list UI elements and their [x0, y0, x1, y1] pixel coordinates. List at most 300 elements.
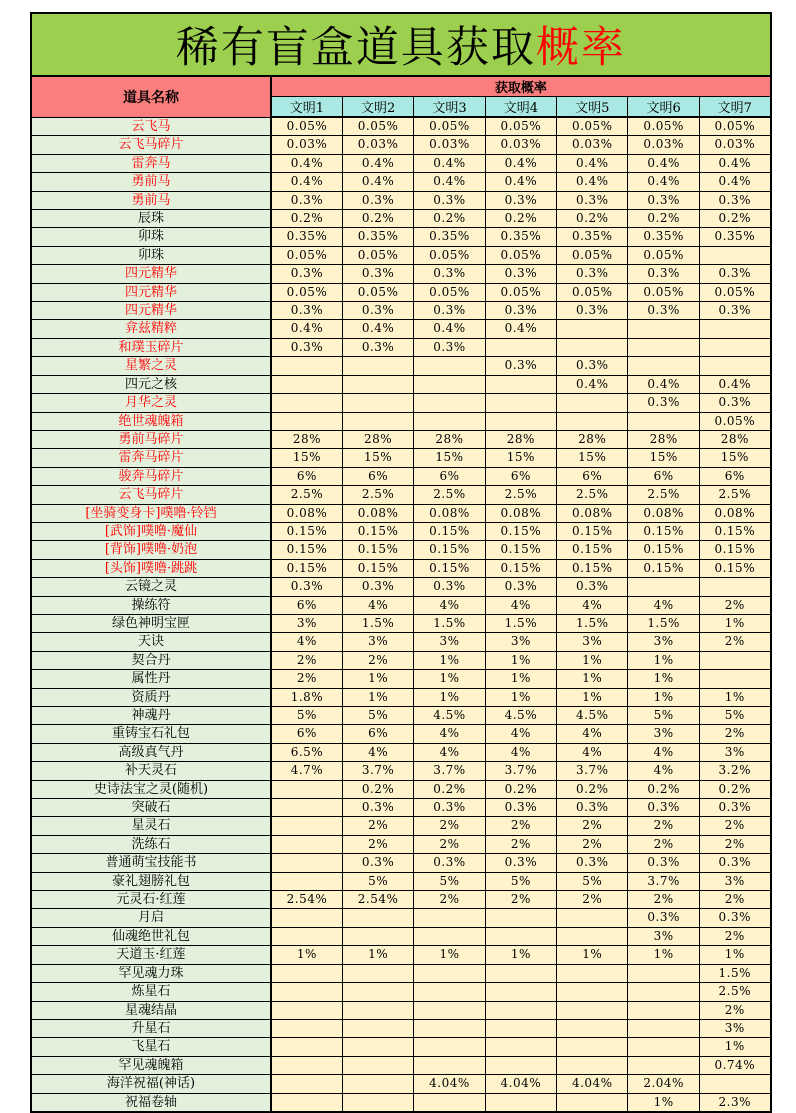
probability-cell: 2% — [557, 817, 628, 835]
probability-cell: 0.03% — [699, 136, 770, 154]
probability-cell: 0.05% — [699, 283, 770, 301]
probability-cell: 6% — [414, 467, 485, 485]
probability-cell: 4% — [414, 743, 485, 761]
probability-cell: 0.3% — [628, 302, 699, 320]
page-title-highlight: 概率 — [535, 23, 626, 73]
probability-cell: 3% — [628, 927, 699, 945]
probability-cell: 0.4% — [414, 320, 485, 338]
probability-cell: 3% — [271, 614, 342, 632]
probability-cell: 0.3% — [699, 394, 770, 412]
item-name-cell: 勇前马碎片 — [31, 430, 271, 448]
probability-cell: 0.74% — [699, 1056, 770, 1074]
probability-cell: 0.15% — [485, 559, 556, 577]
probability-cell — [271, 854, 342, 872]
probability-cell: 0.3% — [485, 265, 556, 283]
probability-cell: 2% — [485, 835, 556, 853]
probability-cell: 4.04% — [414, 1075, 485, 1093]
civ-column-header: 文明1 — [271, 97, 342, 118]
item-name-cell: 绿色神明宝匣 — [31, 614, 271, 632]
probability-cell: 0.2% — [628, 210, 699, 228]
probability-cell: 6% — [485, 467, 556, 485]
probability-cell — [414, 909, 485, 927]
item-name-cell: 罕见魂力珠 — [31, 964, 271, 982]
probability-cell: 3% — [342, 633, 413, 651]
probability-cell — [414, 983, 485, 1001]
probability-cell: 1% — [271, 946, 342, 964]
probability-cell: 1% — [628, 651, 699, 669]
probability-cell — [628, 320, 699, 338]
table-row — [31, 983, 771, 1001]
probability-cell: 1% — [414, 946, 485, 964]
probability-cell: 15% — [271, 449, 342, 467]
table-row — [31, 651, 771, 669]
probability-cell: 4% — [342, 743, 413, 761]
probability-cell: 0.3% — [271, 265, 342, 283]
item-name-cell: 四元精华 — [31, 265, 271, 283]
probability-cell: 2.3% — [699, 1093, 770, 1112]
probability-cell: 0.4% — [414, 173, 485, 191]
probability-cell: 1% — [342, 946, 413, 964]
probability-cell — [342, 964, 413, 982]
probability-cell: 0.3% — [485, 302, 556, 320]
table-row — [31, 228, 771, 246]
probability-cell: 2.5% — [271, 486, 342, 504]
probability-cell — [557, 1038, 628, 1056]
probability-cell — [557, 1019, 628, 1037]
table-row — [31, 670, 771, 688]
probability-cell — [485, 1038, 556, 1056]
probability-cell: 0.2% — [485, 780, 556, 798]
probability-cell: 0.05% — [485, 283, 556, 301]
probability-cell: 0.4% — [271, 154, 342, 172]
probability-cell: 0.03% — [271, 136, 342, 154]
probability-cell — [628, 1001, 699, 1019]
probability-cell — [699, 1075, 770, 1093]
probability-cell: 0.4% — [271, 173, 342, 191]
probability-cell: 3% — [699, 743, 770, 761]
probability-cell — [557, 983, 628, 1001]
table-row — [31, 246, 771, 264]
probability-cell: 3.7% — [628, 872, 699, 890]
probability-cell: 0.2% — [342, 780, 413, 798]
probability-cell — [414, 1093, 485, 1112]
probability-cell: 0.05% — [628, 117, 699, 136]
item-name-cell: 罕见魂魄箱 — [31, 1056, 271, 1074]
probability-cell — [271, 799, 342, 817]
table-row — [31, 725, 771, 743]
probability-cell: 0.2% — [414, 210, 485, 228]
probability-cell: 0.2% — [271, 210, 342, 228]
probability-cell: 0.05% — [485, 246, 556, 264]
probability-cell: 0.4% — [271, 320, 342, 338]
table-row — [31, 210, 771, 228]
probability-cell — [271, 909, 342, 927]
probability-cell: 0.3% — [414, 578, 485, 596]
table-row — [31, 559, 771, 577]
probability-cell — [414, 964, 485, 982]
probability-cell: 5% — [485, 872, 556, 890]
probability-cell: 2% — [699, 633, 770, 651]
probability-cell: 1% — [414, 688, 485, 706]
probability-cell: 0.2% — [485, 210, 556, 228]
probability-cell — [485, 375, 556, 393]
probability-cell: 0.35% — [485, 228, 556, 246]
probability-cell: 0.15% — [342, 559, 413, 577]
title-row — [31, 13, 771, 76]
item-name-cell: 星魂结晶 — [31, 1001, 271, 1019]
probability-cell: 4% — [271, 633, 342, 651]
probability-cell: 4.7% — [271, 762, 342, 780]
probability-cell — [485, 412, 556, 430]
probability-cell: 0.15% — [699, 522, 770, 540]
probability-cell: 0.3% — [699, 909, 770, 927]
probability-cell: 4% — [485, 596, 556, 614]
probability-cell: 4% — [628, 596, 699, 614]
probability-cell: 15% — [342, 449, 413, 467]
probability-cell: 6% — [271, 596, 342, 614]
probability-cell: 2.54% — [271, 891, 342, 909]
probability-cell: 6% — [699, 467, 770, 485]
probability-cell — [557, 1093, 628, 1112]
probability-cell: 0.2% — [699, 780, 770, 798]
item-name-cell: 洗练石 — [31, 835, 271, 853]
civ-column-header: 文明4 — [485, 97, 556, 118]
probability-cell — [628, 1019, 699, 1037]
probability-cell: 0.3% — [699, 854, 770, 872]
probability-cell — [557, 394, 628, 412]
probability-cell — [414, 394, 485, 412]
probability-cell: 5% — [628, 707, 699, 725]
probability-cell: 3% — [699, 1019, 770, 1037]
probability-cell: 0.35% — [342, 228, 413, 246]
probability-cell: 5% — [342, 707, 413, 725]
probability-cell: 0.03% — [628, 136, 699, 154]
probability-cell — [342, 983, 413, 1001]
table-row — [31, 467, 771, 485]
probability-cell: 0.3% — [557, 854, 628, 872]
probability-cell: 5% — [557, 872, 628, 890]
item-name-cell: 突破石 — [31, 799, 271, 817]
item-name-cell: 卯珠 — [31, 246, 271, 264]
item-name-cell: 神魂丹 — [31, 707, 271, 725]
probability-cell — [628, 412, 699, 430]
probability-cell — [485, 964, 556, 982]
probability-cell: 0.05% — [342, 246, 413, 264]
probability-cell: 2.5% — [342, 486, 413, 504]
probability-cell — [271, 357, 342, 375]
probability-cell: 0.3% — [342, 338, 413, 356]
probability-cell: 6% — [342, 467, 413, 485]
probability-cell: 0.4% — [699, 173, 770, 191]
probability-cell: 0.3% — [485, 191, 556, 209]
probability-cell: 0.08% — [414, 504, 485, 522]
probability-cell: 0.3% — [414, 265, 485, 283]
probability-cell: 0.05% — [557, 246, 628, 264]
probability-cell: 6% — [628, 467, 699, 485]
probability-cell: 2% — [699, 835, 770, 853]
probability-cell — [342, 394, 413, 412]
probability-cell: 0.3% — [342, 191, 413, 209]
item-name-cell: 炼星石 — [31, 983, 271, 1001]
header-row — [31, 76, 771, 97]
probability-cell: 1% — [557, 946, 628, 964]
probability-cell — [557, 412, 628, 430]
probability-cell: 28% — [414, 430, 485, 448]
probability-cell: 1.5% — [414, 614, 485, 632]
probability-cell: 3.7% — [342, 762, 413, 780]
item-name-cell: 云飞马碎片 — [31, 136, 271, 154]
table-row — [31, 283, 771, 301]
probability-cell: 3.7% — [414, 762, 485, 780]
probability-cell — [699, 246, 770, 264]
probability-cell: 0.15% — [271, 541, 342, 559]
probability-cell: 6.5% — [271, 743, 342, 761]
probability-cell: 0.3% — [628, 799, 699, 817]
probability-cell: 3% — [699, 872, 770, 890]
probability-cell: 1.5% — [485, 614, 556, 632]
page-title — [31, 13, 771, 76]
probability-cell: 0.08% — [342, 504, 413, 522]
probability-cell: 6% — [342, 725, 413, 743]
item-name-cell: 云飞马 — [31, 117, 271, 136]
probability-cell — [414, 1038, 485, 1056]
table-row — [31, 375, 771, 393]
probability-cell: 0.08% — [485, 504, 556, 522]
probability-cell — [485, 394, 556, 412]
probability-cell — [271, 412, 342, 430]
probability-cell: 0.3% — [342, 302, 413, 320]
probability-cell: 4% — [628, 743, 699, 761]
probability-cell: 6% — [271, 725, 342, 743]
probability-cell: 28% — [699, 430, 770, 448]
probability-cell: 0.3% — [271, 302, 342, 320]
probability-cell — [699, 578, 770, 596]
table-row — [31, 430, 771, 448]
probability-cell: 4% — [414, 596, 485, 614]
probability-cell: 0.4% — [628, 154, 699, 172]
probability-cell: 1% — [414, 670, 485, 688]
probability-cell: 4.04% — [485, 1075, 556, 1093]
probability-cell: 3% — [414, 633, 485, 651]
probability-cell: 0.03% — [485, 136, 556, 154]
table-row — [31, 688, 771, 706]
probability-cell: 0.05% — [557, 283, 628, 301]
probability-cell — [485, 1093, 556, 1112]
probability-cell: 4.5% — [557, 707, 628, 725]
table-row — [31, 1038, 771, 1056]
probability-cell: 0.2% — [557, 210, 628, 228]
item-name-cell: 云镜之灵 — [31, 578, 271, 596]
probability-cell — [557, 964, 628, 982]
probability-cell — [342, 1019, 413, 1037]
table-row — [31, 1001, 771, 1019]
probability-cell — [342, 357, 413, 375]
probability-cell: 0.15% — [699, 559, 770, 577]
item-name-cell: 雷奔马碎片 — [31, 449, 271, 467]
probability-cell: 0.15% — [557, 559, 628, 577]
probability-cell: 0.4% — [628, 375, 699, 393]
probability-cell: 0.15% — [271, 522, 342, 540]
table-row — [31, 927, 771, 945]
probability-cell: 2% — [485, 817, 556, 835]
probability-cell: 5% — [271, 707, 342, 725]
probability-cell: 6% — [271, 467, 342, 485]
probability-cell: 0.3% — [342, 578, 413, 596]
item-name-cell: 高级真气丹 — [31, 743, 271, 761]
table-row — [31, 302, 771, 320]
probability-cell: 0.3% — [414, 191, 485, 209]
probability-cell — [628, 338, 699, 356]
probability-cell: 0.2% — [628, 780, 699, 798]
probability-cell: 0.15% — [271, 559, 342, 577]
probability-cell: 0.35% — [271, 228, 342, 246]
probability-cell: 6% — [557, 467, 628, 485]
item-name-cell: 天道玉·红莲 — [31, 946, 271, 964]
probability-cell: 0.3% — [628, 909, 699, 927]
table-row — [31, 320, 771, 338]
probability-cell — [699, 651, 770, 669]
probability-cell: 0.3% — [485, 799, 556, 817]
probability-cell: 0.4% — [699, 375, 770, 393]
probability-cell — [271, 394, 342, 412]
probability-cell: 0.4% — [699, 154, 770, 172]
probability-cell — [271, 872, 342, 890]
probability-cell: 4.04% — [557, 1075, 628, 1093]
probability-cell: 0.3% — [342, 265, 413, 283]
probability-cell — [485, 1019, 556, 1037]
probability-cell: 1% — [699, 946, 770, 964]
civ-column-header: 文明6 — [628, 97, 699, 118]
probability-cell: 0.3% — [485, 578, 556, 596]
probability-cell: 0.3% — [342, 799, 413, 817]
probability-cell: 0.3% — [485, 357, 556, 375]
probability-cell — [628, 578, 699, 596]
probability-cell: 0.4% — [485, 154, 556, 172]
probability-cell — [557, 1056, 628, 1074]
probability-cell: 3.7% — [557, 762, 628, 780]
probability-cell: 1% — [485, 688, 556, 706]
probability-cell — [414, 375, 485, 393]
probability-cell: 0.3% — [557, 578, 628, 596]
probability-cell: 0.3% — [699, 302, 770, 320]
table-row — [31, 596, 771, 614]
probability-cell — [342, 375, 413, 393]
item-name-cell: 重铸宝石礼包 — [31, 725, 271, 743]
probability-cell: 0.4% — [342, 154, 413, 172]
probability-cell: 1% — [699, 614, 770, 632]
probability-cell: 2% — [414, 891, 485, 909]
probability-cell — [271, 1075, 342, 1093]
probability-cell: 0.4% — [557, 154, 628, 172]
probability-cell — [271, 375, 342, 393]
probability-cell: 2% — [414, 817, 485, 835]
probability-cell — [699, 320, 770, 338]
probability-cell — [628, 983, 699, 1001]
table-row — [31, 154, 771, 172]
probability-cell: 2.04% — [628, 1075, 699, 1093]
probability-cell: 15% — [414, 449, 485, 467]
probability-cell: 1% — [557, 651, 628, 669]
probability-cell: 0.15% — [557, 522, 628, 540]
probability-cell: 0.15% — [628, 559, 699, 577]
probability-cell: 28% — [557, 430, 628, 448]
probability-cell: 1.5% — [699, 964, 770, 982]
probability-cell: 2.5% — [557, 486, 628, 504]
probability-cell — [485, 1001, 556, 1019]
item-name-cell: 辰珠 — [31, 210, 271, 228]
probability-cell — [414, 1001, 485, 1019]
table-row — [31, 486, 771, 504]
probability-cell: 4.5% — [414, 707, 485, 725]
probability-cell: 5% — [699, 707, 770, 725]
probability-cell: 0.3% — [557, 191, 628, 209]
item-name-cell: 天诀 — [31, 633, 271, 651]
probability-cell: 1% — [485, 946, 556, 964]
table-row — [31, 357, 771, 375]
probability-cell — [414, 412, 485, 430]
probability-cell: 0.15% — [485, 541, 556, 559]
item-name-cell: 雷奔马 — [31, 154, 271, 172]
probability-cell: 2% — [628, 835, 699, 853]
probability-cell: 0.3% — [414, 854, 485, 872]
probability-cell: 0.05% — [414, 117, 485, 136]
probability-cell: 0.2% — [414, 780, 485, 798]
probability-cell: 0.15% — [414, 522, 485, 540]
probability-cell: 0.15% — [699, 541, 770, 559]
probability-cell — [557, 909, 628, 927]
probability-cell: 0.3% — [414, 799, 485, 817]
probability-cell: 0.08% — [271, 504, 342, 522]
civ-column-header: 文明3 — [414, 97, 485, 118]
table-row — [31, 799, 771, 817]
probability-cell — [271, 1019, 342, 1037]
table-row — [31, 394, 771, 412]
table-row — [31, 1056, 771, 1074]
probability-cell: 4% — [485, 725, 556, 743]
probability-cell: 0.08% — [628, 504, 699, 522]
probability-cell: 2% — [342, 651, 413, 669]
probability-cell: 2% — [557, 891, 628, 909]
item-name-cell: 祝福卷轴 — [31, 1093, 271, 1112]
probability-cell: 0.05% — [628, 283, 699, 301]
probability-cell — [342, 1038, 413, 1056]
probability-cell: 3% — [485, 633, 556, 651]
probability-cell: 0.15% — [342, 522, 413, 540]
probability-cell — [557, 927, 628, 945]
probability-cell — [342, 1093, 413, 1112]
probability-cell: 0.3% — [699, 265, 770, 283]
probability-cell — [557, 1001, 628, 1019]
probability-cell: 15% — [628, 449, 699, 467]
probability-cell — [271, 835, 342, 853]
item-name-cell: [背饰]噗噜·奶泡 — [31, 541, 271, 559]
probability-cell: 0.35% — [699, 228, 770, 246]
probability-cell: 1% — [699, 688, 770, 706]
table-row — [31, 1019, 771, 1037]
probability-cell: 0.03% — [414, 136, 485, 154]
probability-cell: 0.2% — [557, 780, 628, 798]
probability-group-header: 获取概率 — [271, 76, 771, 97]
probability-cell: 1% — [628, 946, 699, 964]
table-row — [31, 1093, 771, 1112]
probability-cell: 5% — [414, 872, 485, 890]
probability-cell: 4% — [414, 725, 485, 743]
table-row — [31, 835, 771, 853]
item-name-cell: [坐骑变身卡]噗噜·铃铛 — [31, 504, 271, 522]
item-name-cell: 云飞马碎片 — [31, 486, 271, 504]
table-row — [31, 136, 771, 154]
table-row — [31, 964, 771, 982]
